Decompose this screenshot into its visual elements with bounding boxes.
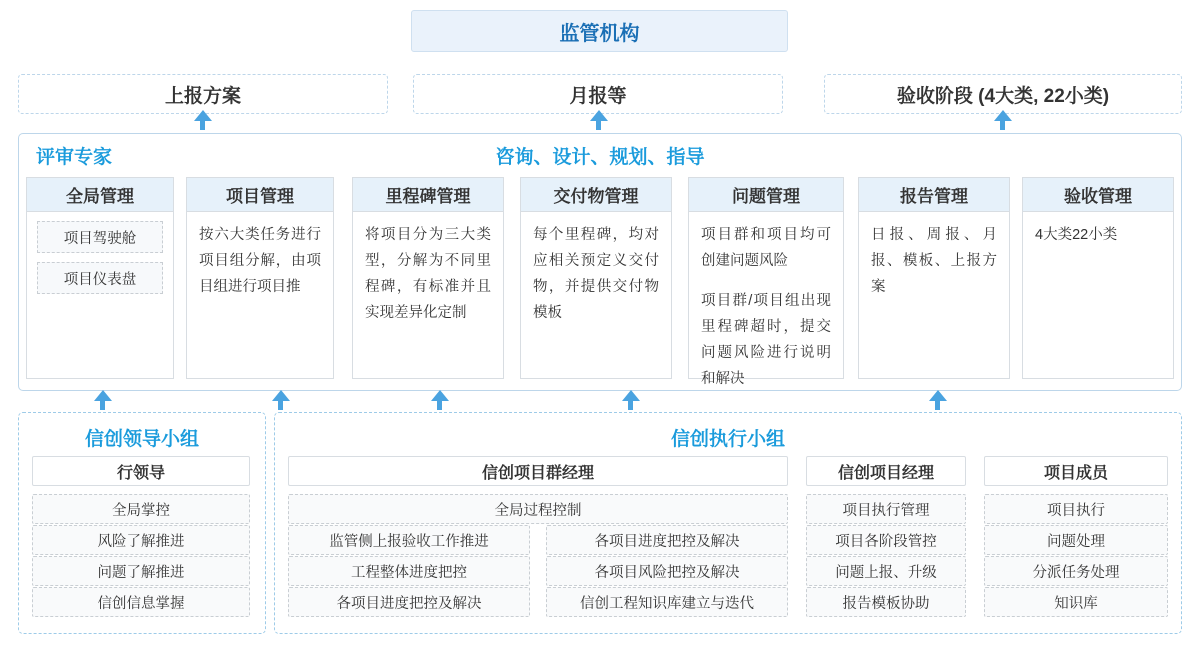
middle-title-consulting: 咨询、设计、规划、指导	[495, 147, 705, 168]
top-item-acceptance-stage: 验收阶段 (4大类, 22小类)	[824, 74, 1182, 114]
column-header-deliverable-management: 交付物管理	[521, 178, 671, 212]
column-body-milestone-management	[353, 212, 503, 334]
column-text-issue-management-1: 项目群和项目均可创建问题风险	[701, 227, 831, 269]
bottom-right-group1-a-1: 监管侧上报验收工作推进	[288, 525, 530, 555]
regulator-box: 监管机构	[411, 10, 788, 52]
bottom-right-group2-item-2: 问题上报、升级	[806, 556, 966, 586]
bottom-right-group2-item-1: 项目各阶段管控	[806, 525, 966, 555]
subitem-project-dashboard: 项目仪表盘	[37, 262, 163, 294]
bottom-left-item-0: 全局掌控	[32, 494, 250, 524]
column-header-global-management: 全局管理	[27, 178, 173, 212]
column-text-issue-management-2: 项目群/项目组出现里程碑超时，提交问题风险进行说明和解决	[701, 293, 831, 387]
bottom-left-title: 信创领导小组	[84, 429, 199, 450]
arrow-stem-b4	[628, 400, 633, 410]
column-header-report-management: 报告管理	[859, 178, 1009, 212]
bottom-right-group1-a-2: 工程整体进度把控	[288, 556, 530, 586]
column-deliverable-management	[520, 177, 672, 379]
arrow-up-3-icon	[994, 110, 1012, 121]
bottom-right-group1-a-3: 各项目进度把控及解决	[288, 587, 530, 617]
column-header-issue-management: 问题管理	[689, 178, 843, 212]
column-text-deliverable-management: 每个里程碑，均对应相关预定义交付物，并提供交付物模板	[533, 227, 659, 321]
arrow-up-1-icon	[194, 110, 212, 121]
arrow-up-2-icon	[590, 110, 608, 121]
bottom-right-group3-item-0: 项目执行	[984, 494, 1168, 524]
arrow-stem-b3	[437, 400, 442, 410]
column-text-acceptance-management: 4大类22小类	[1035, 227, 1118, 243]
bottom-left-item-2: 问题了解推进	[32, 556, 250, 586]
column-header-project-management: 项目管理	[187, 178, 333, 212]
subitem-project-cockpit: 项目驾驶舱	[37, 221, 163, 253]
column-report-management	[858, 177, 1010, 379]
column-subitems-global-management	[27, 221, 173, 294]
column-text-project-management: 按六大类任务进行项目组分解，由项目组进行项目推	[199, 227, 321, 295]
middle-title-review-experts: 评审专家	[36, 147, 113, 168]
bottom-right-group1-b-2: 信创工程知识库建立与迭代	[546, 587, 788, 617]
arrow-up-b3-icon	[431, 390, 449, 401]
column-text-milestone-management: 将项目分为三大类型，分解为不同里程碑，有标准并且实现差异化定制	[365, 227, 491, 321]
bottom-right-group2-item-3: 报告模板协助	[806, 587, 966, 617]
bottom-left-item-3: 信创信息掌握	[32, 587, 250, 617]
arrow-stem-b2	[278, 400, 283, 410]
column-header-milestone-management: 里程碑管理	[353, 178, 503, 212]
column-body-acceptance-management	[1023, 212, 1173, 256]
bottom-left-header: 行领导	[32, 456, 250, 486]
bottom-right-group3-header: 项目成员	[984, 456, 1168, 486]
bottom-left-item-1: 风险了解推进	[32, 525, 250, 555]
bottom-right-title: 信创执行小组	[670, 429, 785, 450]
bottom-right-group1-header: 信创项目群经理	[288, 456, 788, 486]
column-body-issue-management	[689, 212, 843, 400]
arrow-stem-b1	[100, 400, 105, 410]
top-item-report-plan: 上报方案	[18, 74, 388, 114]
column-milestone-management	[352, 177, 504, 379]
column-body-deliverable-management	[521, 212, 671, 334]
bottom-right-group2-item-0: 项目执行管理	[806, 494, 966, 524]
column-global-management	[26, 177, 174, 379]
bottom-right-group1-b-0: 各项目进度把控及解决	[546, 525, 788, 555]
column-body-report-management	[859, 212, 1009, 308]
bottom-right-group3-item-2: 分派任务处理	[984, 556, 1168, 586]
bottom-right-group3-item-3: 知识库	[984, 587, 1168, 617]
bottom-right-group1-item-overall: 全局过程控制	[288, 494, 788, 524]
column-issue-management	[688, 177, 844, 387]
bottom-right-group1-b-1: 各项目风险把控及解决	[546, 556, 788, 586]
arrow-up-b5-icon	[929, 390, 947, 401]
column-header-acceptance-management: 验收管理	[1023, 178, 1173, 212]
column-project-management	[186, 177, 334, 379]
arrow-stem-b5	[935, 400, 940, 410]
column-body-project-management	[187, 212, 333, 308]
arrow-up-b2-icon	[272, 390, 290, 401]
bottom-right-group3-item-1: 问题处理	[984, 525, 1168, 555]
arrow-up-b1-icon	[94, 390, 112, 401]
column-acceptance-management	[1022, 177, 1174, 379]
arrow-up-b4-icon	[622, 390, 640, 401]
bottom-right-group2-header: 信创项目经理	[806, 456, 966, 486]
column-text-report-management: 日报、周报、月报、模板、上报方案	[871, 227, 997, 295]
top-item-monthly-report: 月报等	[413, 74, 783, 114]
